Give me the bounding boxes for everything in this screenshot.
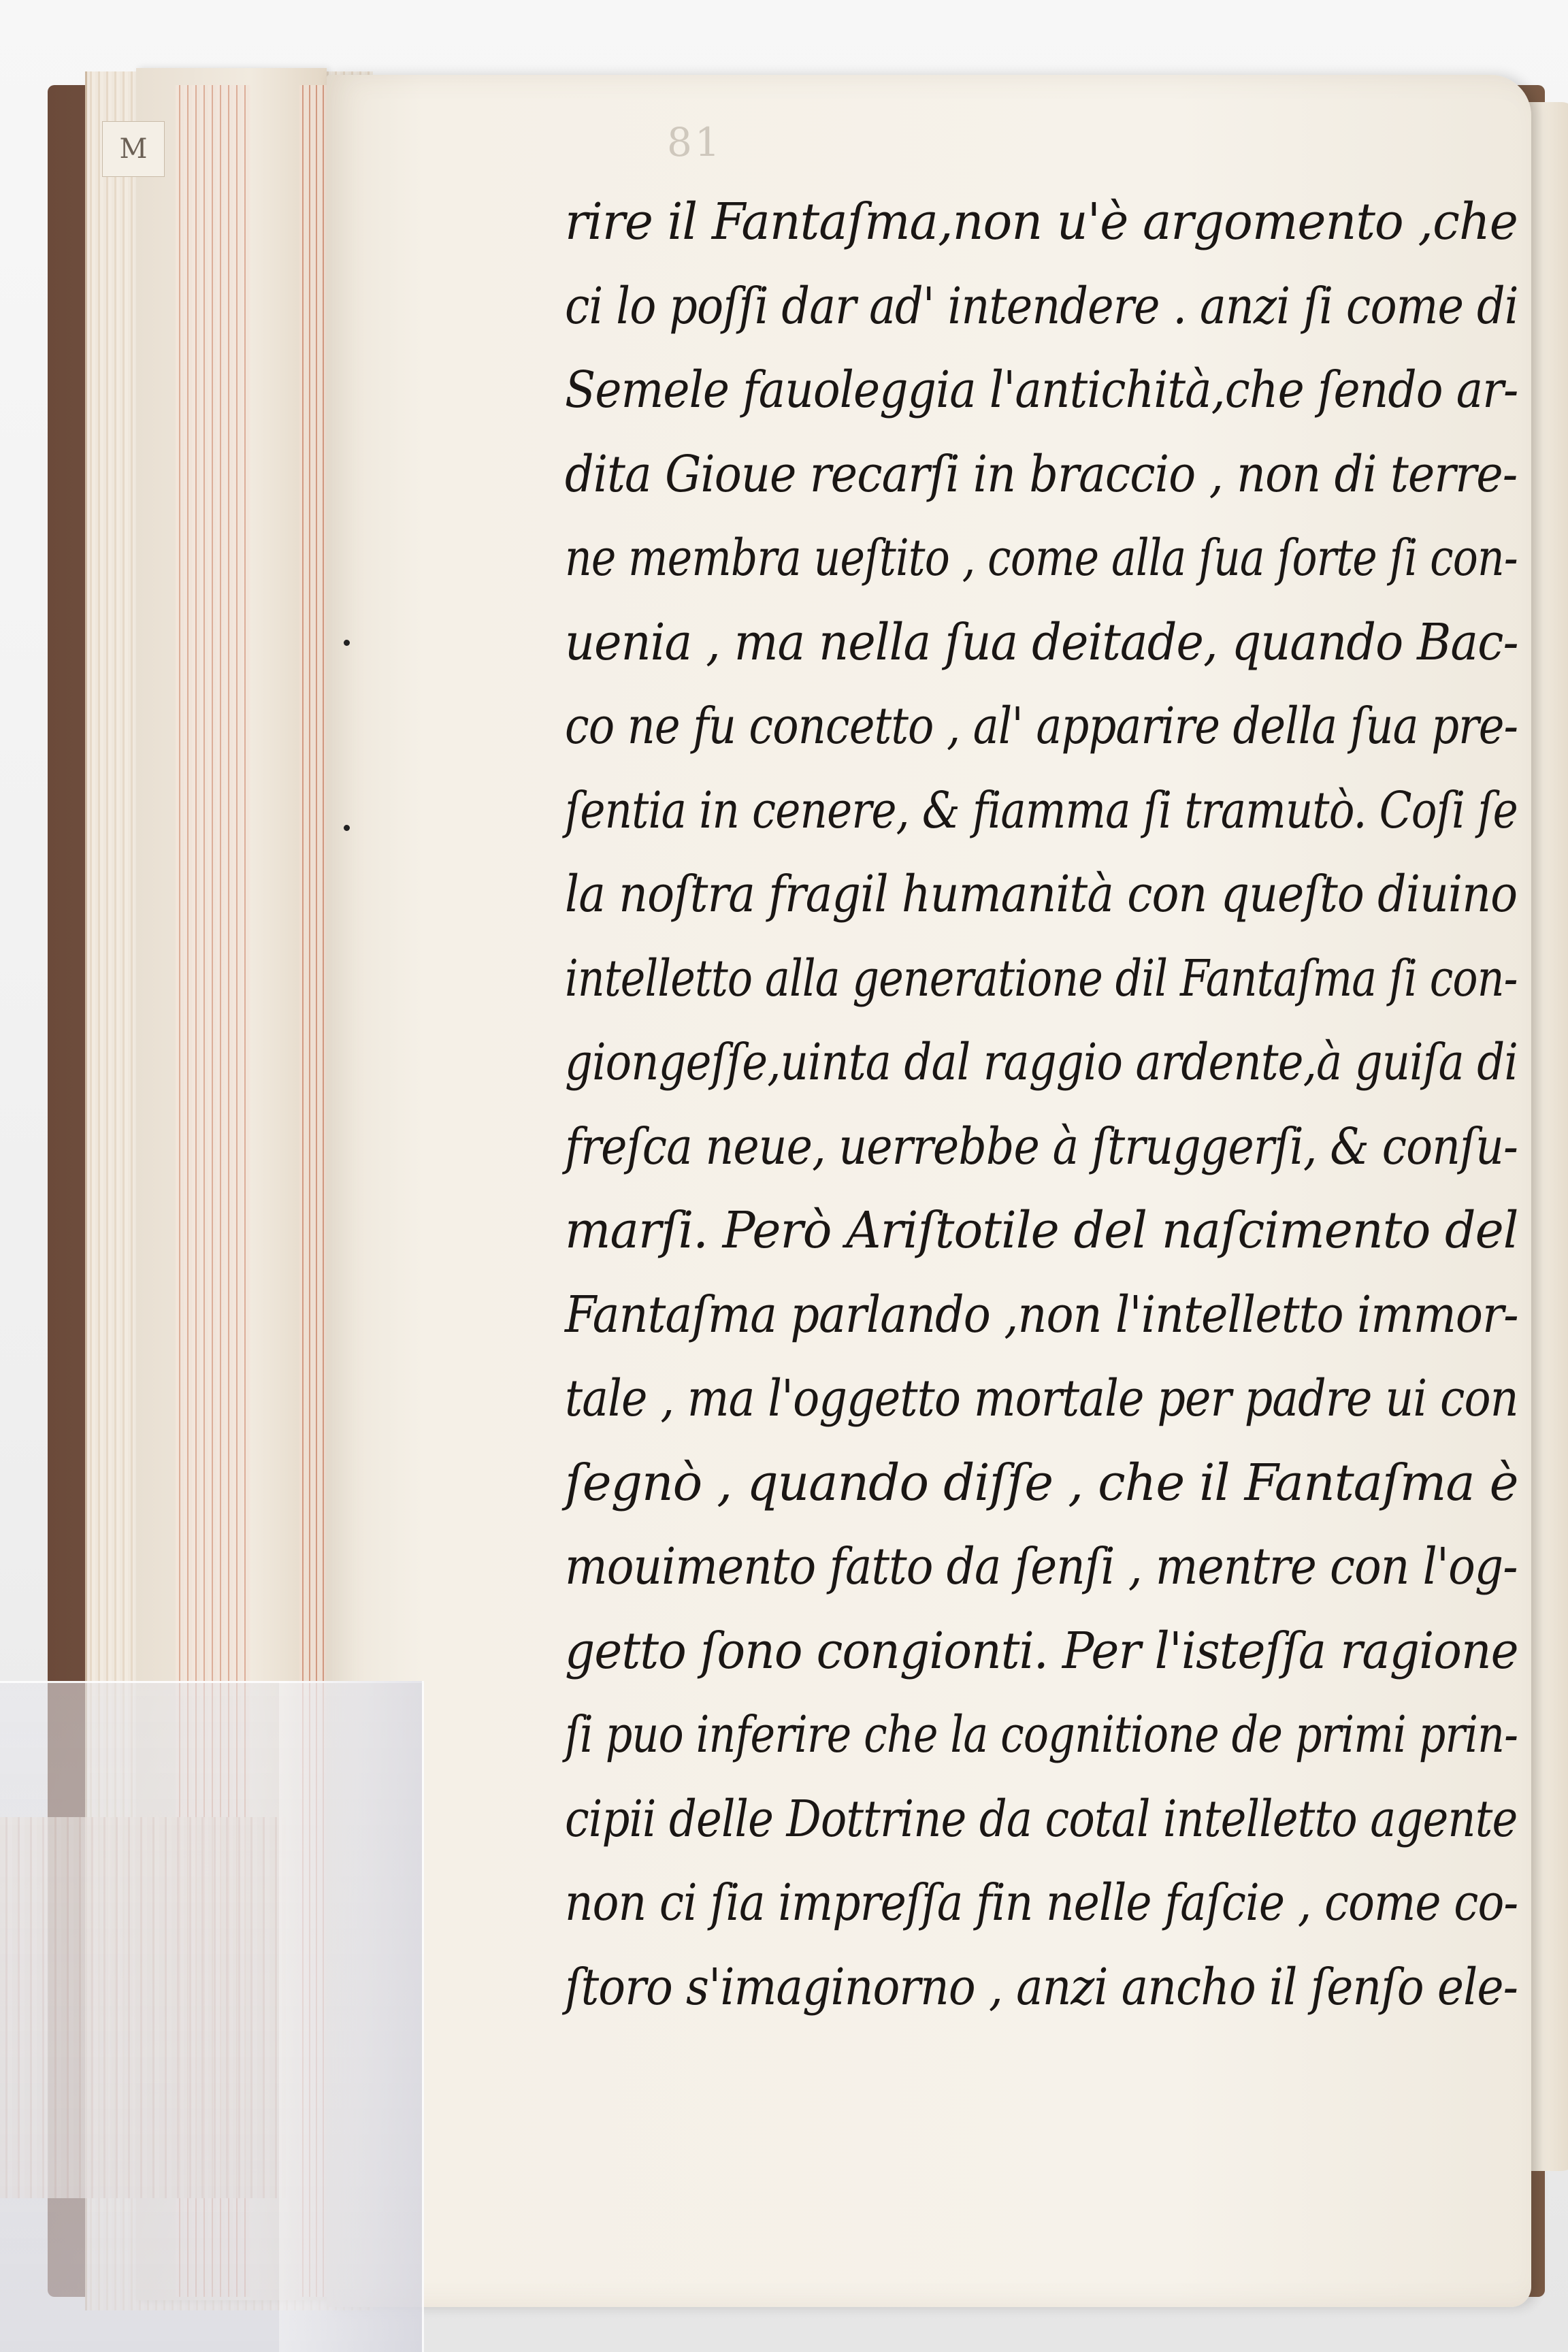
- text-line: uenia , ma nella ſua deitade, quando Bac-: [565, 612, 1518, 672]
- text-line: la noſtra fragil humanità con queſto diuino: [565, 865, 1518, 924]
- text-line: ſentia in cenere, & fiamma ſi tramutò. Coſi ſe: [565, 781, 1518, 840]
- gutter-dot: [344, 640, 350, 646]
- text-line: dita Gioue recarſi in braccio , non di terre-: [565, 444, 1518, 504]
- text-line: mouimento fatto da ſenſi , mentre con l'og-: [565, 1537, 1518, 1596]
- text-line: cipii delle Dottrine da cotal intelletto agente: [565, 1789, 1518, 1848]
- margin-tab-label: M: [119, 133, 148, 165]
- text-line: giongeſſe,uinta dal raggio ardente,à guiſa di: [565, 1033, 1518, 1092]
- text-line: ſi puo inferire che la cognitione de primi prin-: [565, 1705, 1518, 1764]
- text-line: ne membra ueſtito , come alla ſua ſorte ſi con-: [565, 529, 1518, 587]
- acrylic-stand-edge: [279, 1681, 422, 2352]
- text-line: marſi. Però Ariſtotile del naſcimento del: [565, 1201, 1518, 1260]
- page-text: [565, 180, 1531, 2029]
- gutter-dot: [344, 825, 350, 831]
- text-line: co ne fu concetto , al' apparire della ſua pre-: [565, 697, 1518, 755]
- text-line: non ci ſia impreſſa fin nelle faſcie , come co-: [565, 1874, 1518, 1932]
- text-line: freſca neue, uerrebbe à ſtruggerſi, & conſu-: [565, 1117, 1518, 1176]
- text-line: ci lo poſſi dar ad' intendere . anzi ſi come di: [565, 276, 1518, 336]
- page-number: 81: [667, 119, 723, 165]
- margin-tab: [102, 121, 165, 177]
- text-line: rire il Fantaſma,non u'è argomento ,che: [565, 193, 1518, 251]
- text-line: Fantaſma parlando ,non l'intelletto immor-: [565, 1285, 1518, 1344]
- text-line: intelletto alla generatione dil Fantaſma ſi con-: [565, 949, 1518, 1008]
- text-line: tale , ma l'oggetto mortale per padre ui con: [565, 1369, 1518, 1428]
- text-line: Semele fauoleggia l'antichità,che ſendo ar-: [565, 361, 1518, 419]
- text-line: ſtoro s'imaginorno , anzi ancho il ſenſo ele-: [565, 1957, 1518, 2016]
- text-line: ſegnò , quando diſſe , che il Fantaſma è: [565, 1453, 1518, 1512]
- text-line: getto ſono congionti. Per l'isteſſa ragione: [565, 1621, 1518, 1680]
